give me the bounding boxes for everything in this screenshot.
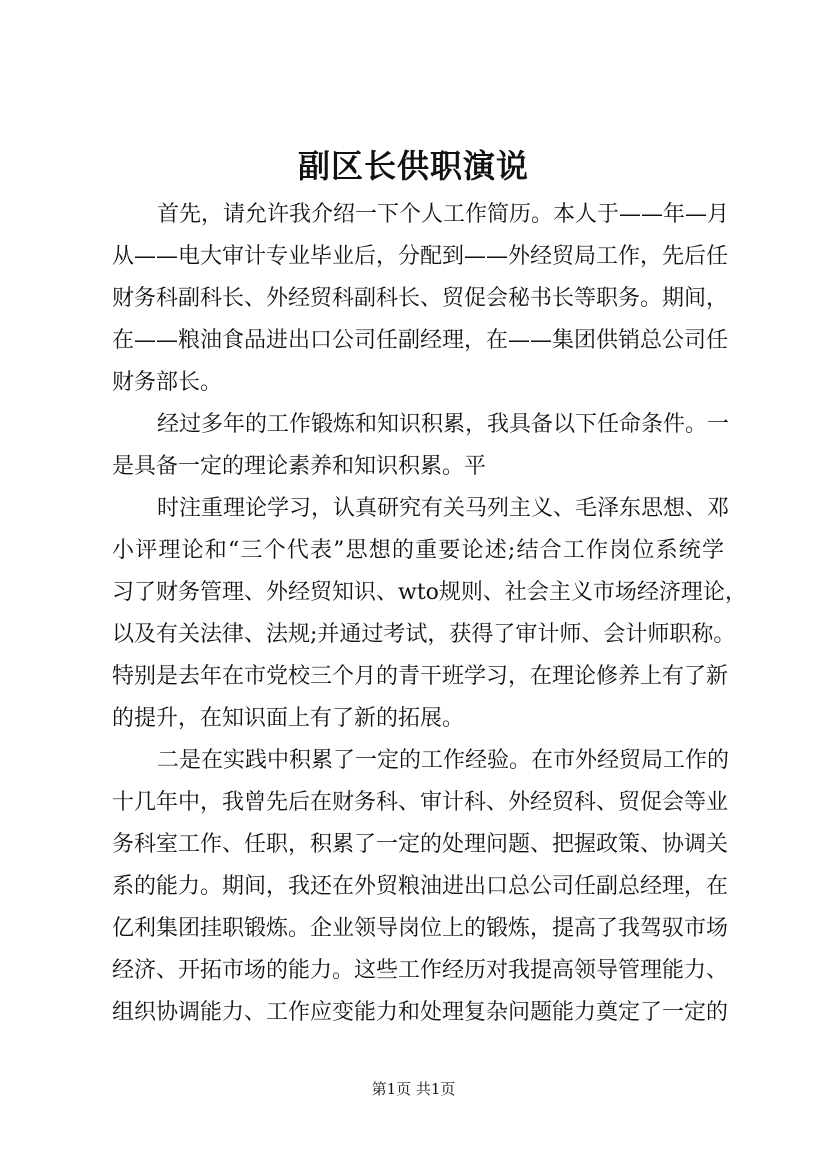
body-line: 时注重理论学习，认真研究有关马列主义、毛泽东思想、邓 bbox=[157, 496, 730, 521]
body-line: 首先，请允许我介绍一下个人工作简历。本人于——年—月 bbox=[157, 202, 730, 227]
body-line: 财务科副科长、外经贸科副科长、贸促会秘书长等职务。期间， bbox=[112, 286, 729, 311]
body-line: 组织协调能力、工作应变能力和处理复杂问题能力奠定了一定的 bbox=[112, 1000, 729, 1025]
body-line: 习了财务管理、外经贸知识、wto规则、社会主义市场经济理论， bbox=[112, 580, 747, 605]
body-line: 经过多年的工作锻炼和知识积累，我具备以下任命条件。一 bbox=[157, 412, 730, 437]
body-line: 以及有关法律、法规;并通过考试，获得了审计师、会计师职称。 bbox=[112, 622, 736, 647]
body-line: 经济、开拓市场的能力。这些工作经历对我提高领导管理能力、 bbox=[112, 958, 729, 983]
document-title: 副区长供职演说 bbox=[297, 147, 529, 185]
body-line: 在——粮油食品进出口公司任副经理，在——集团供销总公司任 bbox=[112, 328, 729, 353]
body-line: 亿利集团挂职锻炼。企业领导岗位上的锻炼，提高了我驾驭市场 bbox=[112, 916, 729, 941]
body-line: 系的能力。期间，我还在外贸粮油进出口总公司任副总经理，在 bbox=[112, 874, 729, 899]
body-line: 从——电大审计专业毕业后，分配到——外经贸局工作，先后任 bbox=[112, 244, 729, 269]
body-line: 二是在实践中积累了一定的工作经验。在市外经贸局工作的 bbox=[157, 748, 730, 773]
body-line: 的提升，在知识面上有了新的拓展。 bbox=[112, 706, 465, 731]
body-line: 特别是去年在市党校三个月的青干班学习，在理论修养上有了新 bbox=[112, 664, 729, 689]
body-line: 务科室工作、任职，积累了一定的处理问题、把握政策、协调关 bbox=[112, 832, 729, 857]
body-line: 财务部长。 bbox=[112, 370, 223, 395]
body-line: 小评理论和“三个代表”思想的重要论述;结合工作岗位系统学 bbox=[112, 538, 724, 563]
body-line: 是具备一定的理论素养和知识积累。平 bbox=[112, 454, 487, 479]
page-indicator: 第1页 共1页 bbox=[371, 1080, 456, 1098]
body-line: 十几年中，我曾先后在财务科、审计科、外经贸科、贸促会等业 bbox=[112, 790, 729, 815]
